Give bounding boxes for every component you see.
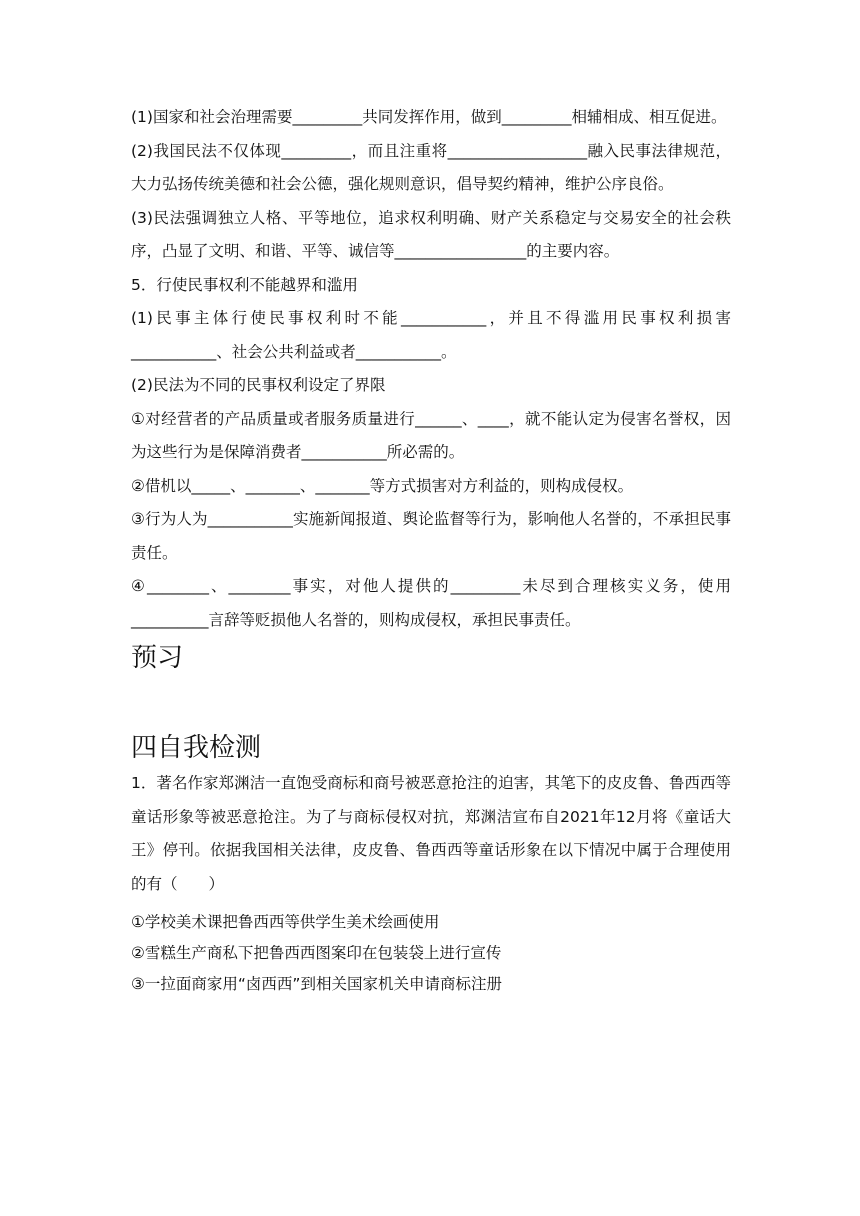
question-1-option: ②雪糕生产商私下把鲁西西图案印在包装袋上进行宣传: [131, 944, 502, 962]
heading-self-test: 四自我检测: [131, 733, 262, 763]
paragraph-civil-law-order: (3)民法强调独立人格、平等地位，追求权利明确、财产关系稳定与交易安全的社会秩序，凸显了文明、和谐、平等、诚信等_________________的主要内容。: [131, 208, 731, 260]
question-1-options: [131, 907, 731, 1000]
blank-space: [131, 677, 731, 729]
paragraph-rights-exercise: (1)民事主体行使民事权利时不能___________，并且不得滥用民事权利损害___________、社会公共利益或者___________。: [131, 309, 731, 361]
question-1-option: ①学校美术课把鲁西西等供学生美术绘画使用: [131, 913, 440, 931]
question-1-option: ③一拉面商家用“卤西西”到相关国家机关申请商标注册: [131, 975, 502, 993]
section-title-rights-limits: 5．行使民事权利不能越界和滥用: [131, 275, 358, 294]
document-body: [131, 101, 731, 1000]
paragraph-item-1: ①对经营者的产品质量或者服务质量进行______、____，就不能认定为侵害名誉权，因为这些行为是保障消费者___________所必需的。: [131, 409, 731, 461]
paragraph-item-2: ②借机以_____、_______、_______等方式损害对方利益的，则构成侵权。: [131, 476, 634, 495]
paragraph-rights-boundaries: (2)民法为不同的民事权利设定了界限: [131, 376, 386, 394]
paragraph-item-3: ③行为人为___________实施新闻报道、舆论监督等行为，影响他人名誉的，不承担民事责任。: [131, 510, 731, 562]
heading-preview: 预习: [131, 643, 184, 673]
paragraph-civil-law-values: (2)我国民法不仅体现_________，而且注重将__________________融入民事法律规范，大力弘扬传统美德和社会公德，强化规则意识，倡导契约精神，维护公序良俗。: [131, 141, 731, 193]
question-1: [131, 767, 731, 1000]
paragraph-item-4: ④________、________事实，对他人提供的_________未尽到合理核实义务，使用__________言辞等贬损他人名誉的，则构成侵权，承担民事责任。: [131, 577, 731, 629]
paragraph-governance: (1)国家和社会治理需要_________共同发挥作用，做到_________相辅相成、相互促进。: [131, 108, 727, 126]
question-1-stem: 1．著名作家郑渊洁一直饱受商标和商号被恶意抢注的迫害，其笔下的皮皮鲁、鲁西西等童话形象等被恶意抢注。为了与商标侵权对抗，郑渊洁宣布自2021年12月将《童话大王》停刊。依据我国相关法律，皮皮鲁、鲁西西等童话形象在以下情况中属于合理使用的有（ ）: [131, 774, 731, 893]
